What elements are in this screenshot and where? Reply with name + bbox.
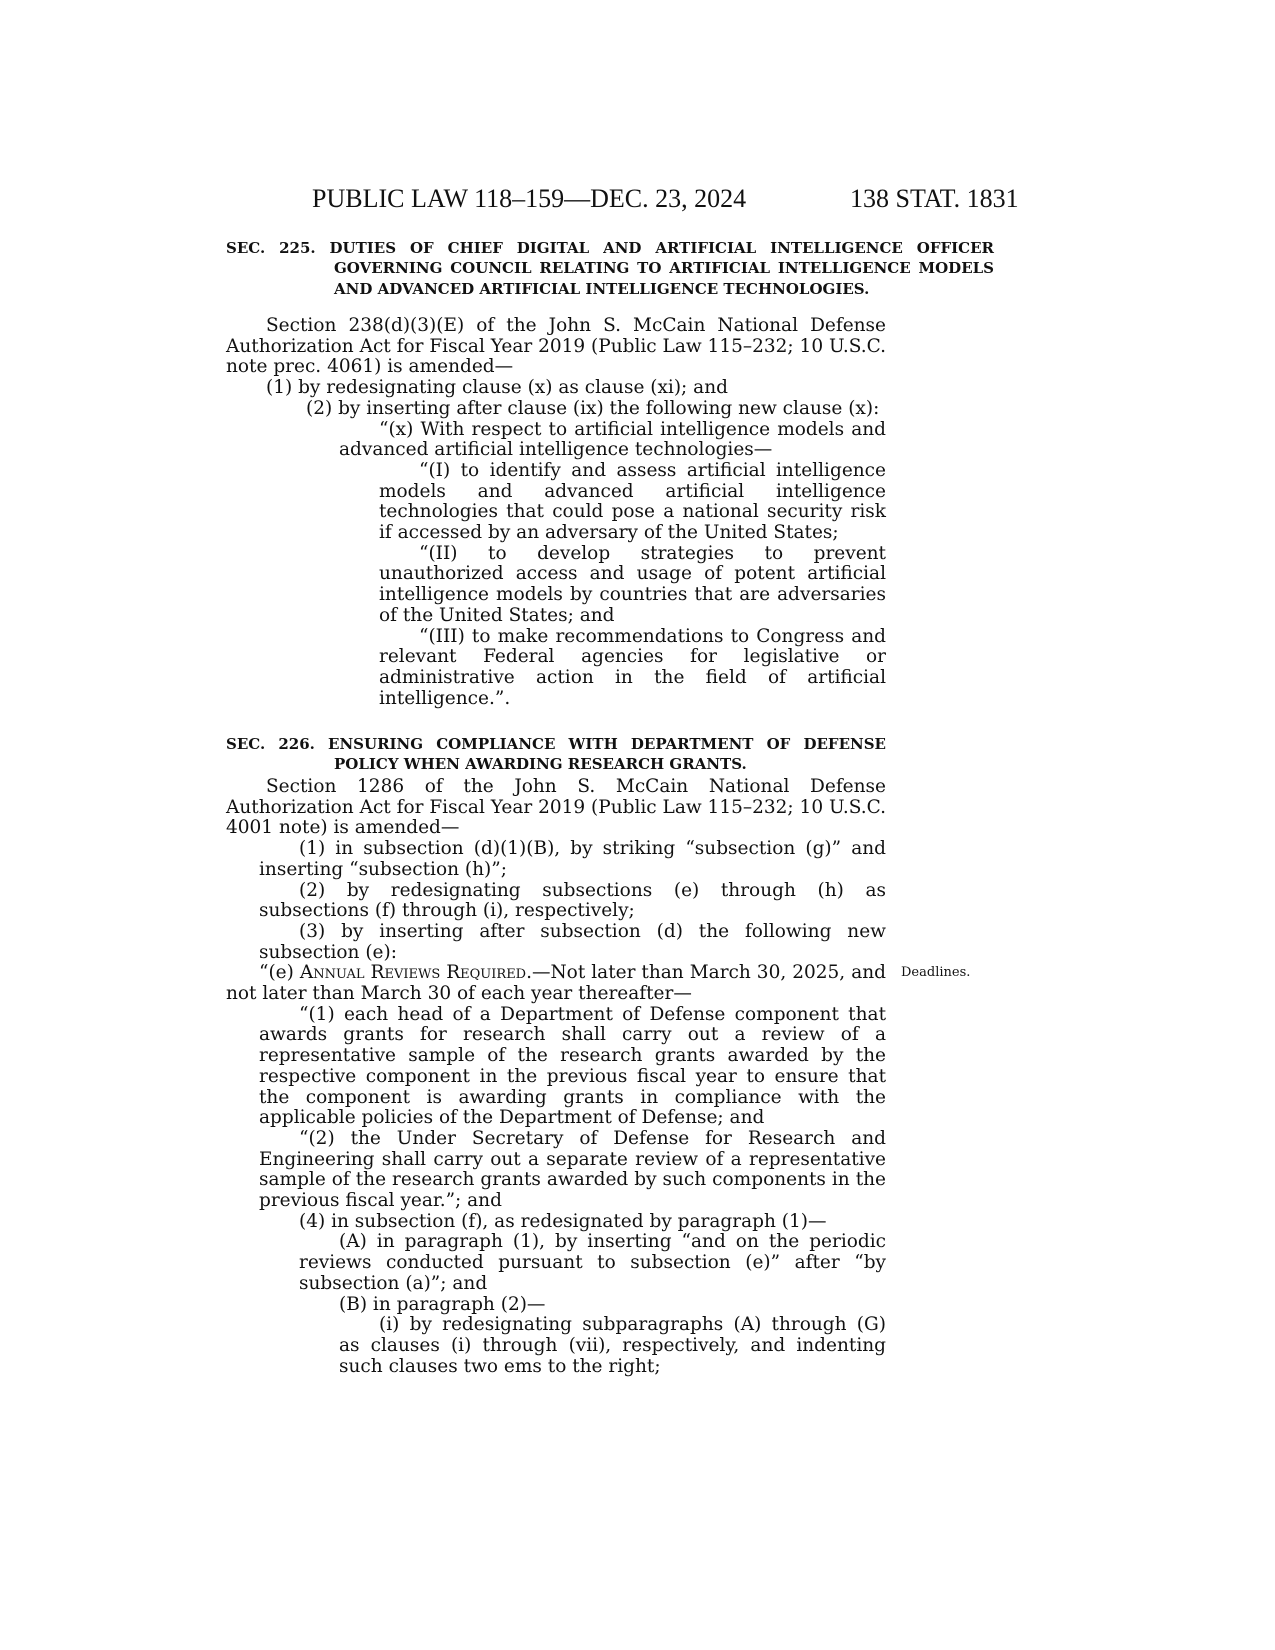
section-225-item-1: (1) by redesignating clause (x) as clause (xi); and [266, 377, 728, 399]
section-226-intro: Section 1286 of the John S. McCain National Defense Authorization Act for Fiscal Year 2019 (Public Law 115–232; 10 U.S.C. 4001 note) is amended— [226, 776, 887, 839]
running-header-page-number: 138 STAT. 1831 [850, 184, 1019, 213]
margin-note-deadlines: Deadlines. [901, 965, 971, 980]
subclause-III: “(III) to make recommendations to Congress and relevant Federal agencies for legislative or administrative action in the field of artificial intelligence.”. [379, 625, 886, 709]
section-226-item-2: (2) by redesignating subsections (e) through (h) as subsections (f) through (i), respectively; [259, 879, 886, 922]
section-226-item-3: (3) by inserting after subsection (d) the following new subsection (e): [259, 920, 886, 963]
section-226-item-4: (4) in subsection (f), as redesignated by paragraph (1)— [299, 1210, 827, 1232]
item-A: (A) in paragraph (1), by inserting “and on the periodic reviews conducted pursuant to subsection (e)” after “by subsection (a)”; and [299, 1231, 886, 1294]
section-226-item-1: (1) in subsection (d)(1)(B), by striking “subsection (g)” and inserting “subsection (h)”; [259, 838, 886, 880]
item-B-i: (i) by redesignating subparagraphs (A) through (G) as clauses (i) through (vii), respectively, and indenting such clauses two ems to the right; [339, 1314, 886, 1377]
subsection-e-para-1: “(1) each head of a Department of Defense component that awards grants for research shall carry out a review of a representative sample of the research grants awarded by the respective component in the previous fiscal year to ensure that the component is awarding grants in compliance with the applicable policies of the Department of Defense; and [259, 1003, 886, 1129]
subclause-I: “(I) to identify and assess artificial intelligence models and advanced artificial intelligence technologies that could pose a national security risk if accessed by an adversary of the United States; [379, 459, 886, 544]
section-226 [226, 734, 886, 775]
section-225-item-2: (2) by inserting after clause (ix) the following new clause (x): [306, 397, 880, 419]
clause-x: “(x) With respect to artificial intelligence models and advanced artificial intelligence technologies— [339, 418, 886, 461]
subsection-e-text: .—Not later than March 30, 2025, and not later than March 30 of each year thereafter— [226, 962, 886, 1005]
subsection-e-prefix: “(e) [259, 962, 300, 984]
section-225-body [226, 316, 886, 709]
section-225-intro: Section 238(d)(3)(E) of the John S. McCain National Defense Authorization Act for Fiscal Year 2019 (Public Law 115–232; 10 U.S.C. note prec. 4061) is amended— [226, 315, 887, 378]
section-226-body [226, 777, 886, 1377]
section-226-heading: SEC. 226. ENSURING COMPLIANCE WITH DEPARTMENT OF DEFENSE POLICY WHEN AWARDING RESEARCH GRANTS. [226, 735, 886, 774]
subsection-e-caption: Annual Reviews Required [299, 962, 527, 984]
subsection-e [226, 963, 886, 1004]
section-225-item-2-wrap [226, 399, 886, 420]
running-header-title: PUBLIC LAW 118–159—DEC. 23, 2024 [312, 184, 747, 213]
item-B: (B) in paragraph (2)— [339, 1293, 546, 1315]
subsection-e-para-2: “(2) the Under Secretary of Defense for Research and Engineering shall carry out a separate review of a representative sample of the research grants awarded by such components in the previous fiscal year.”; and [259, 1127, 886, 1212]
section-225-heading: SEC. 225. DUTIES OF CHIEF DIGITAL AND ARTIFICIAL INTELLIGENCE OFFICER GOVERNING COUNCIL RELATING TO ARTIFICIAL INTELLIGENCE MODELS AND ADVANCED ARTIFICIAL INTELLIGENCE TECHNOLOGIES. [226, 239, 994, 298]
subclause-II: “(II) to develop strategies to prevent unauthorized access and usage of potent artificial intelligence models by countries that are adversaries of the United States; and [379, 542, 886, 626]
